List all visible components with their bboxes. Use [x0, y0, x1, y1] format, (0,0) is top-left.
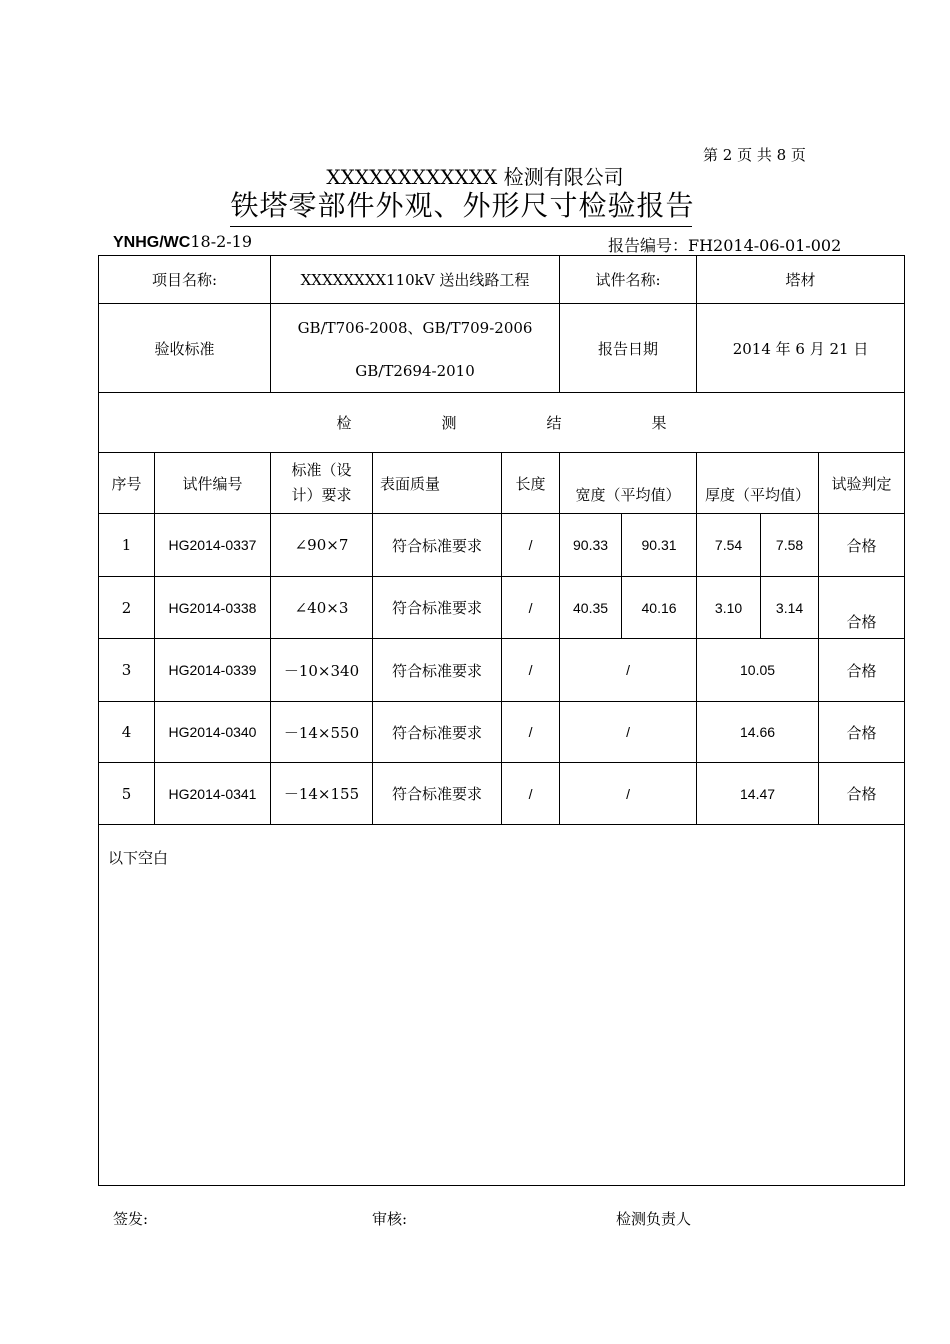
cell-verdict: 合格	[819, 514, 905, 577]
cell-thickness: 10.05	[697, 639, 819, 702]
cell-thickness-1: 7.54	[697, 514, 761, 577]
cell-seq: 4	[99, 702, 155, 763]
document-code-prefix: YNHG/WC	[113, 234, 191, 251]
title-underline	[230, 226, 692, 227]
cell-surface: 符合标准要求	[373, 763, 502, 825]
results-title-char: 果	[651, 414, 667, 432]
page-indicator: 第 2 页 共 8 页	[703, 146, 806, 164]
standard-label: 验收标准	[99, 304, 271, 393]
table-row	[99, 514, 905, 577]
cell-length: /	[502, 577, 560, 639]
cell-thickness: 14.66	[697, 702, 819, 763]
standard-value	[271, 304, 560, 393]
cell-surface: 符合标准要求	[373, 577, 502, 639]
col-header-surface: 表面质量	[373, 453, 502, 514]
cell-thickness: 14.47	[697, 763, 819, 825]
cell-sample-no: HG2014-0338	[155, 577, 271, 639]
cell-seq: 1	[99, 514, 155, 577]
report-date-label: 报告日期	[560, 304, 697, 393]
cell-thickness-1: 3.10	[697, 577, 761, 639]
cell-length: /	[502, 639, 560, 702]
cell-width-2: 90.31	[622, 514, 697, 577]
report-date-value: 2014 年 6 月 21 日	[697, 304, 905, 393]
project-label: 项目名称:	[99, 256, 271, 304]
cell-width-1: 90.33	[560, 514, 622, 577]
cell-verdict: 合格	[819, 763, 905, 825]
table-row	[99, 639, 905, 702]
col-header-std-req: 标准（设计）要求	[271, 453, 373, 514]
col-header-sample-no: 试件编号	[155, 453, 271, 514]
cell-sample-no: HG2014-0341	[155, 763, 271, 825]
cell-length: /	[502, 702, 560, 763]
project-value: XXXXXXXX110kV 送出线路工程	[271, 256, 560, 304]
signature-responsible: 检测负责人	[616, 1210, 692, 1228]
signature-issued: 签发:	[113, 1210, 149, 1228]
cell-width: /	[560, 639, 697, 702]
cell-std-req: ∠90×7	[271, 514, 373, 577]
cell-sample-no: HG2014-0340	[155, 702, 271, 763]
document-code	[113, 232, 252, 252]
results-title-char: 测	[441, 414, 457, 432]
cell-thickness-2: 3.14	[761, 577, 819, 639]
cell-std-req: －10×340	[271, 639, 373, 702]
cell-surface: 符合标准要求	[373, 702, 502, 763]
document-code-suffix: 18-2-19	[190, 232, 253, 251]
results-title-char: 结	[546, 414, 562, 432]
cell-surface: 符合标准要求	[373, 639, 502, 702]
cell-std-req: －14×550	[271, 702, 373, 763]
report-title: 铁塔零部件外观、外形尺寸检验报告	[230, 189, 695, 222]
cell-length: /	[502, 514, 560, 577]
cell-width-1: 40.35	[560, 577, 622, 639]
cell-std-req: －14×155	[271, 763, 373, 825]
standard-line-1: GB/T706-2008、GB/T709-2006	[297, 318, 533, 337]
col-header-width: 宽度（平均值）	[560, 453, 697, 514]
report-table	[98, 255, 905, 1186]
results-section-title	[99, 393, 905, 453]
signature-reviewed: 审核:	[372, 1210, 408, 1228]
table-row	[99, 577, 905, 639]
cell-verdict: 合格	[819, 577, 905, 639]
sample-name-value: 塔材	[697, 256, 905, 304]
cell-width-2: 40.16	[622, 577, 697, 639]
report-number: 报告编号：FH2014-06-01-002	[608, 236, 842, 255]
cell-seq: 5	[99, 763, 155, 825]
cell-surface: 符合标准要求	[373, 514, 502, 577]
blank-area	[99, 825, 905, 1186]
cell-length: /	[502, 763, 560, 825]
col-header-length: 长度	[502, 453, 560, 514]
table-row	[99, 702, 905, 763]
cell-verdict: 合格	[819, 639, 905, 702]
blank-note: 以下空白	[108, 849, 169, 867]
cell-seq: 2	[99, 577, 155, 639]
company-name: XXXXXXXXXXXX 检测有限公司	[326, 165, 624, 189]
col-header-seq: 序号	[99, 453, 155, 514]
col-header-verdict: 试验判定	[819, 453, 905, 514]
results-title-char: 检	[336, 414, 352, 432]
col-header-thickness: 厚度（平均值）	[697, 453, 819, 514]
cell-std-req: ∠40×3	[271, 577, 373, 639]
cell-thickness-2: 7.58	[761, 514, 819, 577]
sample-name-label: 试件名称:	[560, 256, 697, 304]
cell-width: /	[560, 763, 697, 825]
cell-sample-no: HG2014-0337	[155, 514, 271, 577]
standard-line-2: GB/T2694-2010	[355, 361, 475, 380]
cell-sample-no: HG2014-0339	[155, 639, 271, 702]
cell-width: /	[560, 702, 697, 763]
cell-verdict: 合格	[819, 702, 905, 763]
table-row	[99, 763, 905, 825]
cell-seq: 3	[99, 639, 155, 702]
